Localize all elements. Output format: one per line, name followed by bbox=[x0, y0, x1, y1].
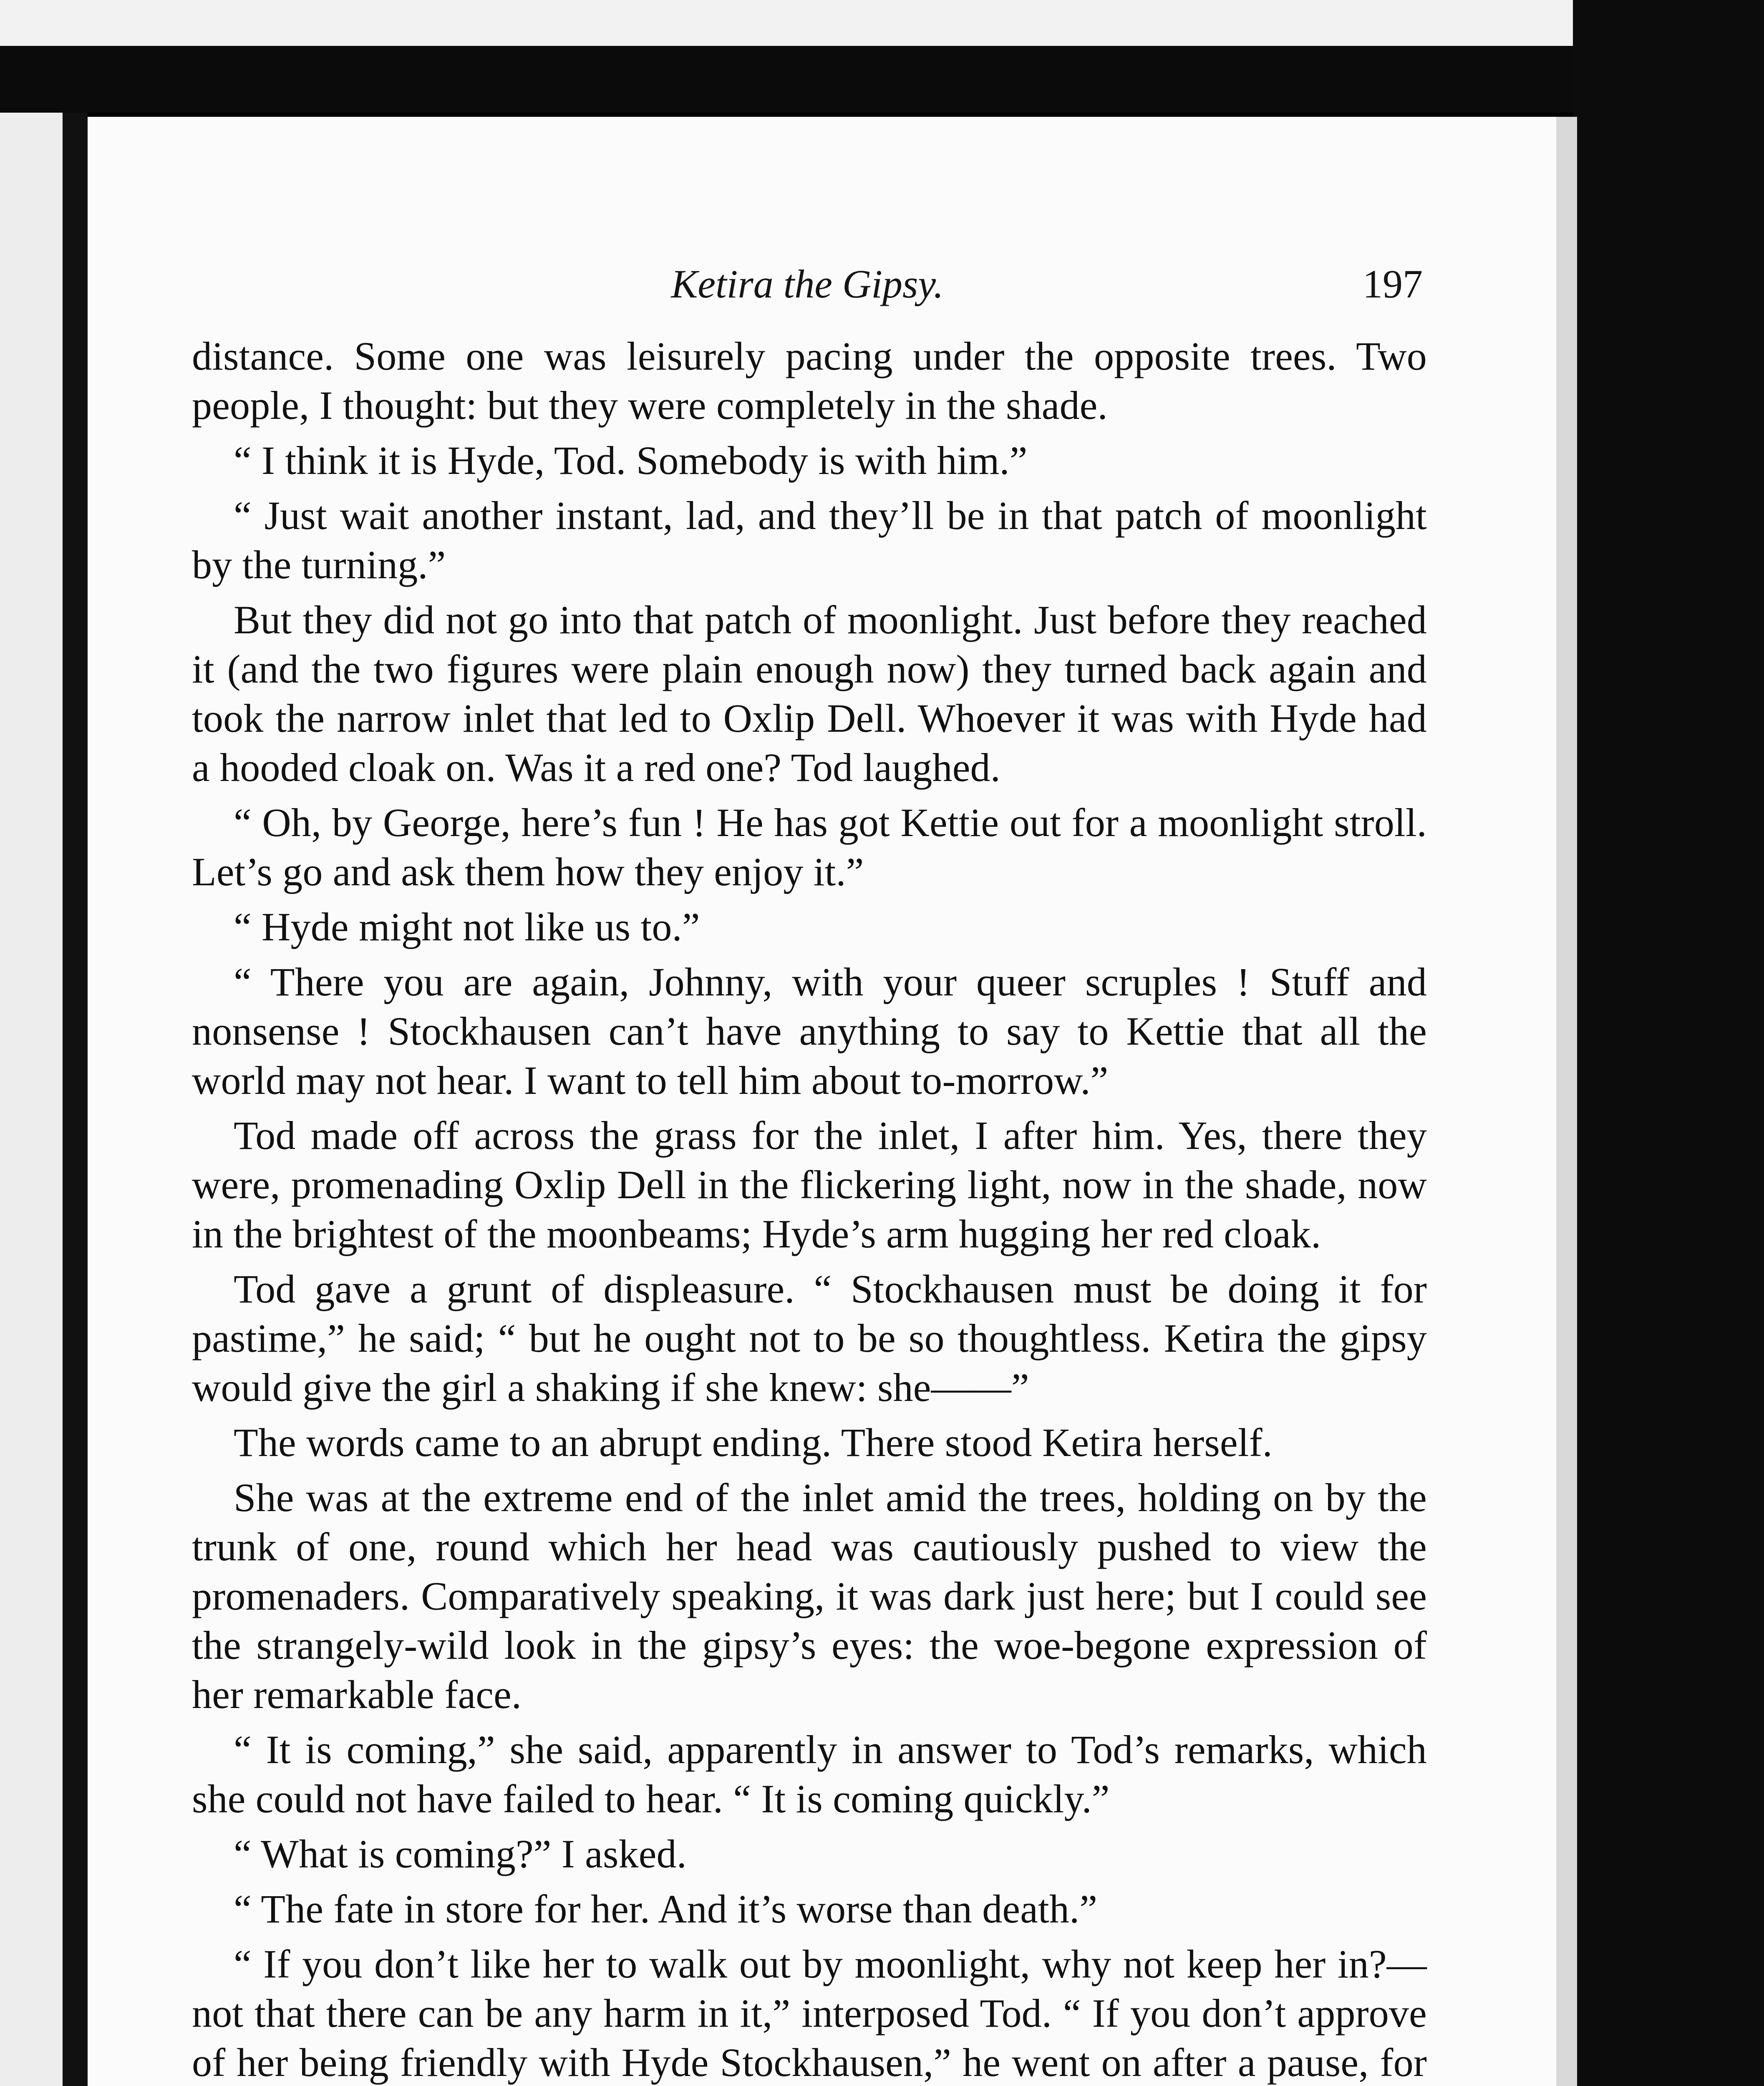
running-title: Ketira the Gipsy. bbox=[671, 262, 944, 306]
paragraph: The words came to an abrupt ending. There stood Ketira herself. bbox=[234, 1420, 1273, 1465]
paragraph: “ Just wait another instant, lad, and they’ll be in that patch of moonlight by the turning.” bbox=[192, 493, 1427, 587]
page-number: 197 bbox=[1363, 262, 1423, 306]
paragraph: distance. Some one was leisurely pacing under the opposite trees. Two people, I thought: but they were completely in the shade. bbox=[192, 334, 1427, 428]
book-spine-shadow bbox=[63, 113, 88, 2086]
adjacent-page-edge bbox=[0, 113, 63, 2086]
paragraph: She was at the extreme end of the inlet amid the trees, holding on by the trunk of one, round which her head was cautiously pushed to view the promenaders. Comparatively speaking, it was dark just here; but I could see the strangely-wild look in the gipsy’s eyes: the woe-begone expression of her remarkable face. bbox=[192, 1475, 1427, 1717]
paragraph: Tod gave a grunt of displeasure. “ Stockhausen must be doing it for pastime,” he said; “ but he ought not to be so thoughtless. Ketira the gipsy would give the girl a shaking if she knew: she——” bbox=[192, 1267, 1427, 1410]
paragraph: “ There you are again, Johnny, with your queer scruples ! Stuff and nonsense ! Stockhausen can’t have anything to say to Kettie that all the world may not hear. I want to tell him about to-morrow.” bbox=[192, 960, 1427, 1103]
paragraph: “ Hyde might not like us to.” bbox=[234, 904, 700, 949]
right-shadow-strip bbox=[1573, 0, 1764, 2086]
paragraph: “ If you don’t like her to walk out by moonlight, why not keep her in?—not that there can be any harm in it,” interposed Tod. “ If you don’t approve of her being friendly with Hyde Stockhausen,” he went on after a pause, for bbox=[192, 1942, 1427, 2085]
paragraph: “ Oh, by George, here’s fun ! He has got Kettie out for a moonlight stroll. Let’s go and ask them how they enjoy it.” bbox=[192, 800, 1427, 894]
paragraph: “ What is coming?” I asked. bbox=[234, 1832, 687, 1876]
paragraph: “ I think it is Hyde, Tod. Somebody is with him.” bbox=[234, 438, 1028, 483]
right-page-edge bbox=[1556, 117, 1577, 2086]
paragraph: Tod made off across the grass for the inlet, I after him. Yes, there they were, promenading Oxlip Dell in the flickering light, now in the shade, now in the brightest of the moonbeams; Hyde’s arm hugging her red cloak. bbox=[192, 1113, 1427, 1256]
paragraph: “ The fate in store for her. And it’s worse than death.” bbox=[234, 1887, 1098, 1931]
page-header bbox=[192, 140, 1423, 306]
top-shadow-band bbox=[0, 46, 1764, 113]
body-text bbox=[192, 332, 1427, 2086]
paragraph: But they did not go into that patch of moonlight. Just before they reached it (and the two figures were plain enough now) they turned back again and took the narrow inlet that led to Oxlip Dell. Whoever it was with Hyde had a hooded cloak on. Was it a red one? Tod laughed. bbox=[192, 597, 1427, 790]
paragraph: “ It is coming,” she said, apparently in answer to Tod’s remarks, which she could not have failed to hear. “ It is coming quickly.” bbox=[192, 1727, 1427, 1821]
top-edge-band bbox=[0, 0, 1764, 46]
